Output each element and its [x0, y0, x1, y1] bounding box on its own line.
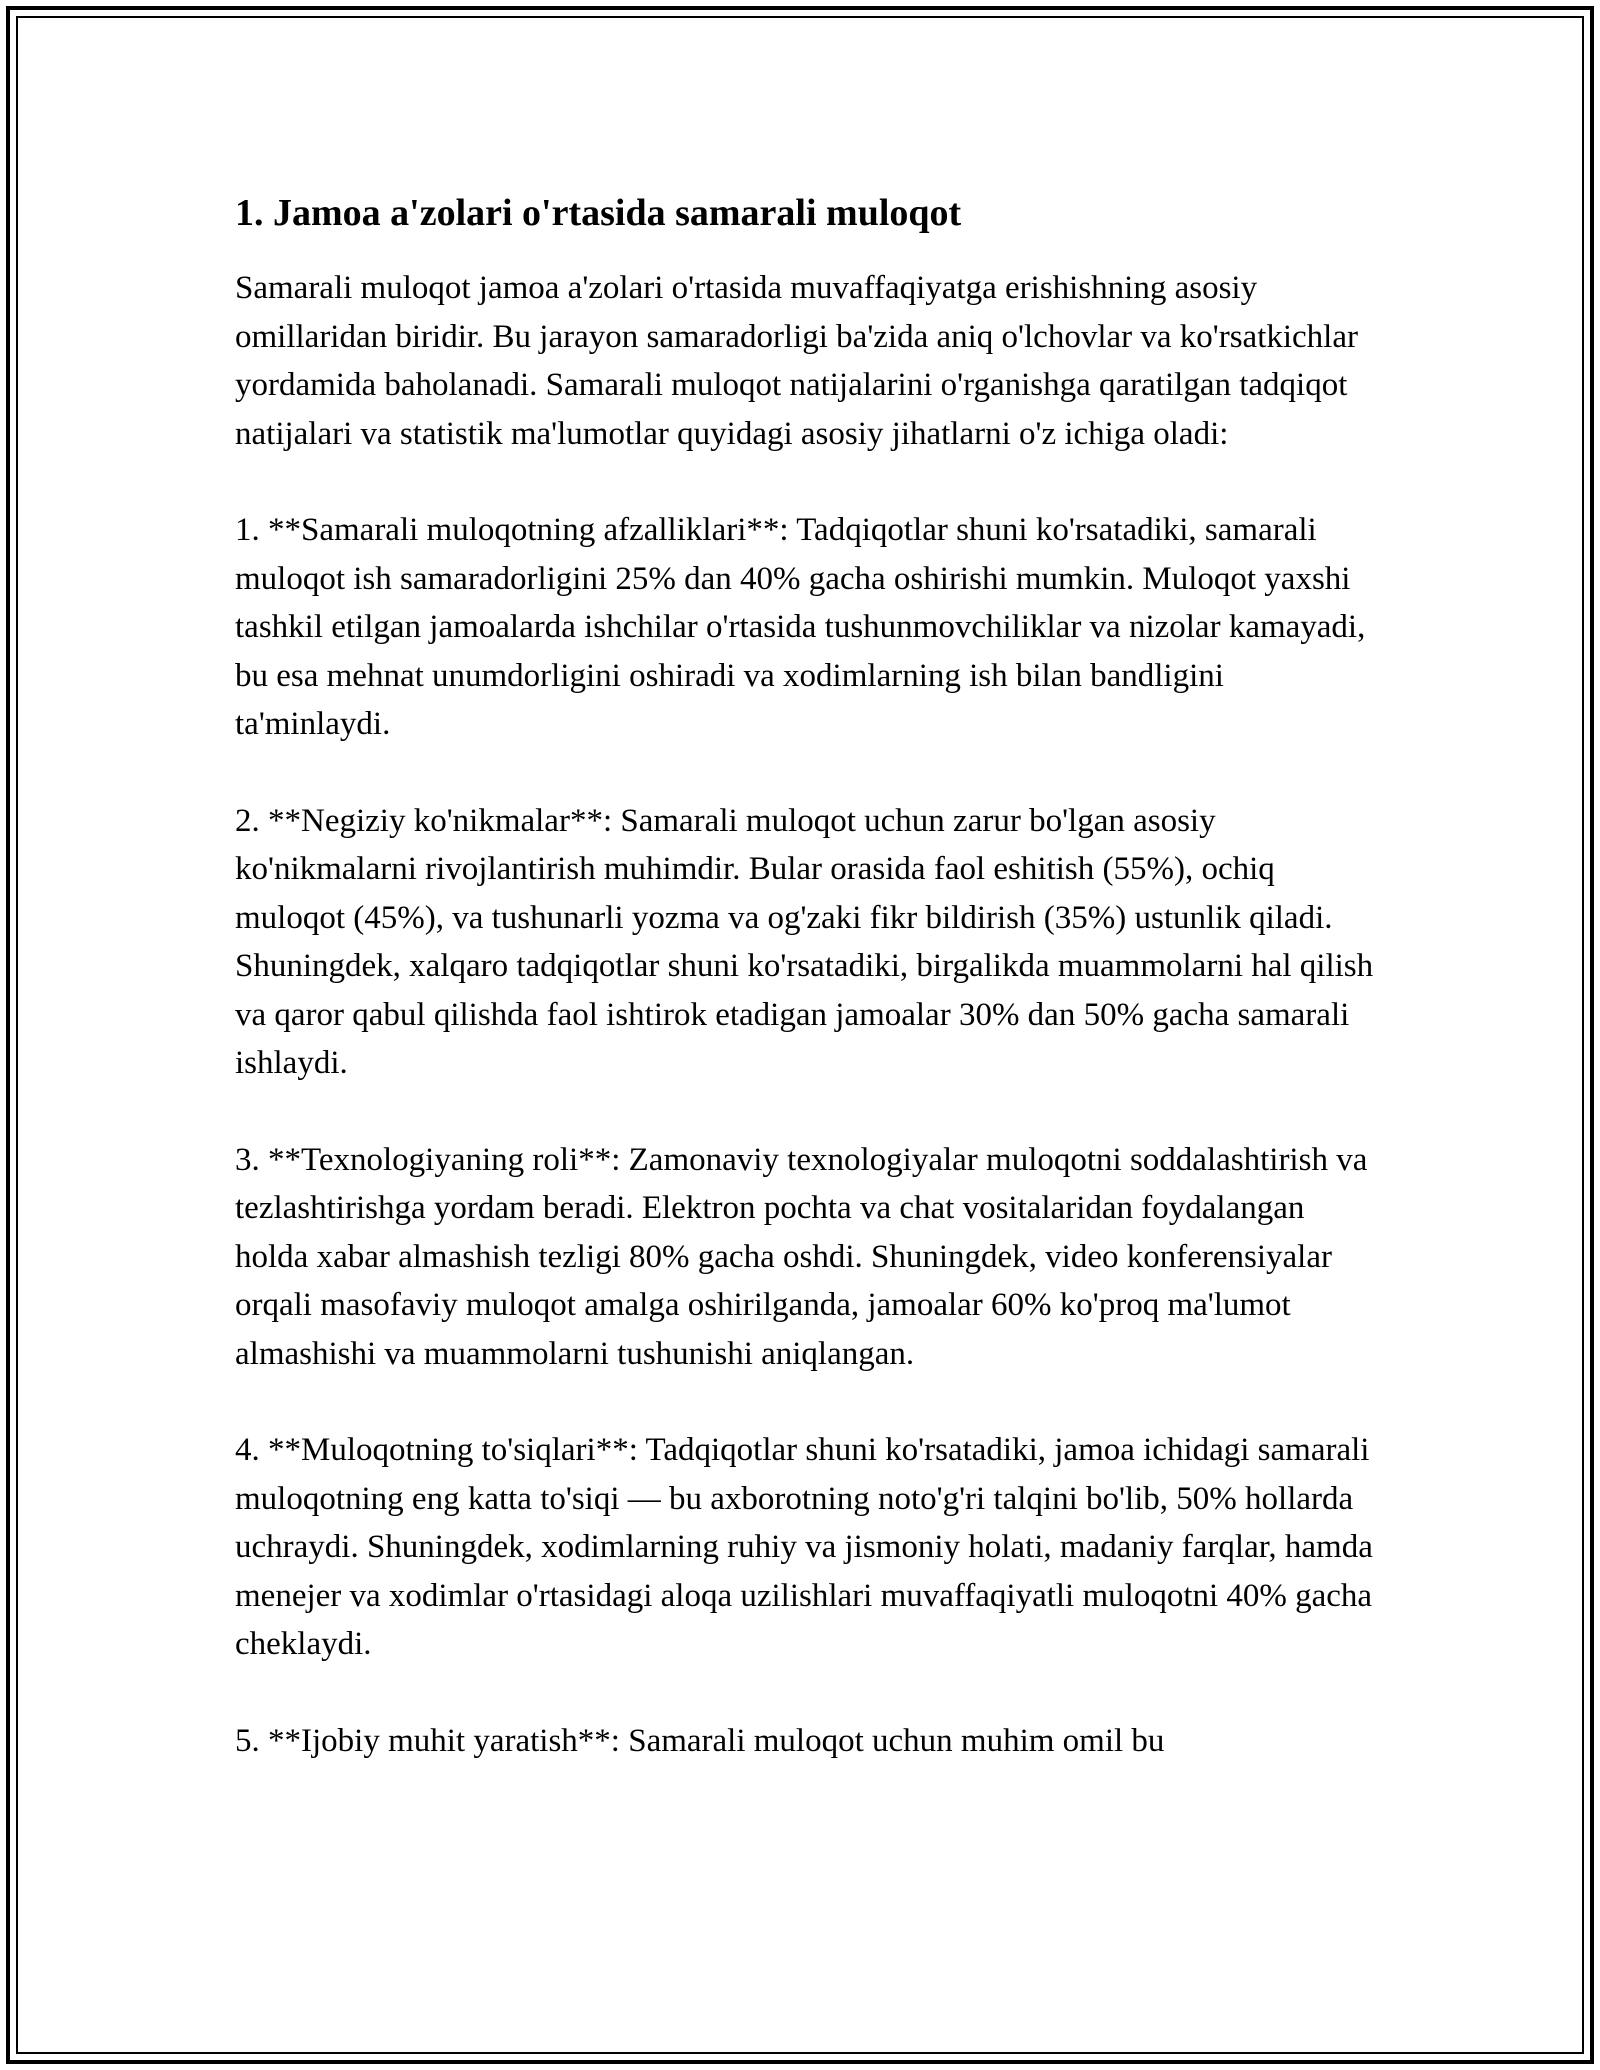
list-item-5: 5. **Ijobiy muhit yaratish**: Samarali muloqot uchun muhim omil bu: [235, 1722, 1165, 1759]
intro-paragraph: Samarali muloqot jamoa a'zolari o'rtasida muvaffaqiyatga erishishning asosiy omillaridan biridir. Bu jarayon samaradorligi ba'zida aniq o'lchovlar va ko'rsatkichlar yordamida baholanadi. Samarali muloqot natijalarini o'rganishga qaratilgan tadqiqot natijalari va statistik ma'lumotlar quyidagi asosiy jihatlarni o'z ichiga oladi:: [235, 270, 1358, 452]
section-heading: 1. Jamoa a'zolari o'rtasida samarali muloqot: [235, 192, 962, 234]
list-item-3: 3. **Texnologiyaning roli**: Zamonaviy texnologiyalar muloqotni soddalashtirish va tezlashtirishga yordam beradi. Elektron pochta va chat vositalaridan foydalangan holda xabar almashish tezligi 80% gacha oshdi. Shuningdek, video konferensiyalar orqali masofaviy muloqot amalga oshirilganda, jamoalar 60% ko'proq ma'lumot almashishi va muammolarni tushunishi aniqlangan.: [235, 1141, 1368, 1372]
list-item-1: 1. **Samarali muloqotning afzalliklari**: Tadqiqotlar shuni ko'rsatadiki, samarali muloqot ish samaradorligini 25% dan 40% gacha oshirishi mumkin. Muloqot yaxshi tashkil etilgan jamoalarda ishchilar o'rtasida tushunmovchiliklar va nizolar kamayadi, bu esa mehnat unumdorligini oshiradi va xodimlarning ish bilan bandligini ta'minlaydi.: [235, 512, 1366, 742]
list-item-4: 4. **Muloqotning to'siqlari**: Tadqiqotlar shuni ko'rsatadiki, jamoa ichidagi samarali muloqotning eng katta to'siqi — bu axborotning noto'g'ri talqini bo'lib, 50% hollarda uchraydi. Shuningdek, xodimlarning ruhiy va jismoniy holati, madaniy farqlar, hamda menejer va xodimlar o'rtasidagi aloqa uzilishlari muvaffaqiyatli muloqotni 40% gacha cheklaydi.: [235, 1432, 1373, 1662]
document-body: [235, 190, 1385, 1813]
list-item-2: 2. **Negiziy ko'nikmalar**: Samarali muloqot uchun zarur bo'lgan asosiy ko'nikmalarni rivojlantirish muhimdir. Bular orasida faol eshitish (55%), ochiq muloqot (45%), va tushunarli yozma va og'zaki fikr bildirish (35%) ustunlik qiladi. Shuningdek, xalqaro tadqiqotlar shuni ko'rsatadiki, birgalikda muammolarni hal qilish va qaror qabul qilishda faol ishtirok etadigan jamoalar 30% dan 50% gacha samarali ishlaydi.: [235, 802, 1374, 1081]
